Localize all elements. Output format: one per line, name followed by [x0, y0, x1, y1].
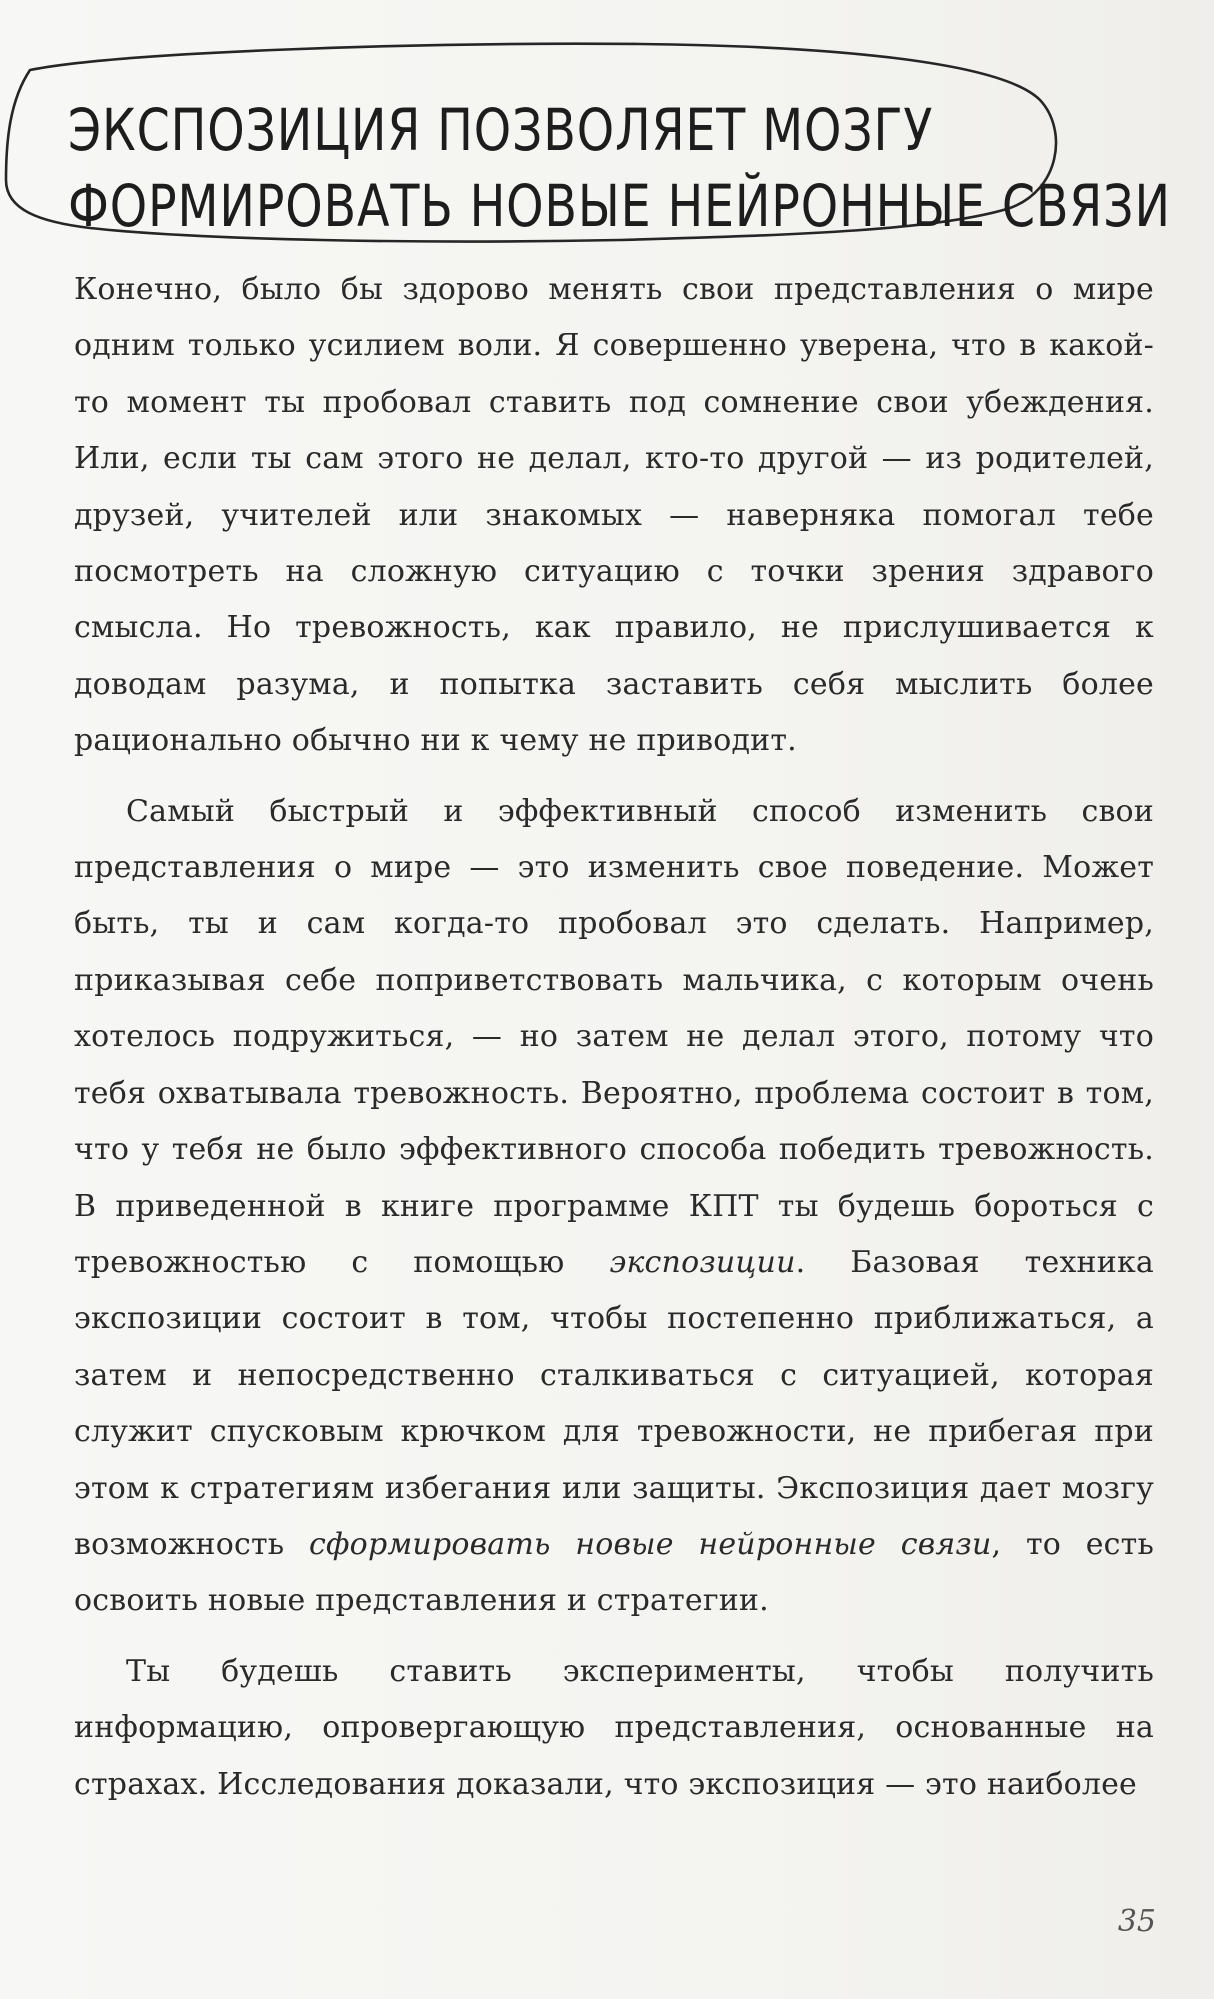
- paragraph-2-part-c: , то есть освоить новые представления и стратегии.: [74, 1526, 1154, 1619]
- emphasis-exposure: экспозиции: [609, 1244, 796, 1280]
- page-number: 35: [1117, 1904, 1156, 1939]
- heading-line-1: ЭКСПОЗИЦИЯ ПОЗВОЛЯЕТ МОЗГУ: [68, 96, 934, 164]
- paragraph-2-part-a: Самый быстрый и эффективный способ изменить свои представления о мире — это изменить свое поведение. Может быть, ты и сам когда-то пробовал это сделать. Например, приказывая себе поприветствовать мальчика, с которым очень хотелось подружиться, — но затем не делал этого, потому что тебя охватывала тревожность. Вероятно, проблема состоит в том, что у тебя не было эффективного способа победить тревожность. В приведенной в книге программе КПТ ты будешь бороться с тревожностью с помощью: [74, 793, 1154, 1280]
- heading-line-2: ФОРМИРОВАТЬ НОВЫЕ НЕЙРОННЫЕ СВЯЗИ: [68, 172, 1171, 240]
- paragraph-1: Конечно, было бы здорово менять свои представления о мире одним только усилием воли. Я совершенно уверена, что в какой-то момент ты пробовал ставить под сомнение свои убеждения. Или, если ты сам этого не делал, кто-то другой — из родителей, друзей, учителей или знакомых — наверняка помогал тебе посмотреть на сложную ситуацию с точки зрения здравого смысла. Но тревожность, как правило, не прислушивается к доводам разума, и попытка заставить себя мыслить более рационально обычно ни к чему не приводит.: [74, 272, 1154, 759]
- section-heading: [68, 92, 1171, 244]
- body-text: [74, 262, 1154, 1813]
- paragraph-3: Ты будешь ставить эксперименты, чтобы получить информацию, опровергающую представления, основанные на страхах. Исследования доказали, что экспозиция — это наиболее: [74, 1653, 1154, 1802]
- emphasis-neural-connections: сформировать новые нейронные связи: [309, 1526, 992, 1562]
- heading-bubble: [0, 30, 1171, 260]
- paragraph-2: [74, 784, 1154, 1630]
- paragraph-2-part-b: . Базовая техника экспозиции состоит в том, чтобы постепенно приближаться, а затем и непосредственно сталкиваться с ситуацией, которая служит спусковым крючком для тревожности, не прибегая при этом к стратегиям избегания или защиты. Экспозиция дает мозгу возможность: [74, 1244, 1154, 1562]
